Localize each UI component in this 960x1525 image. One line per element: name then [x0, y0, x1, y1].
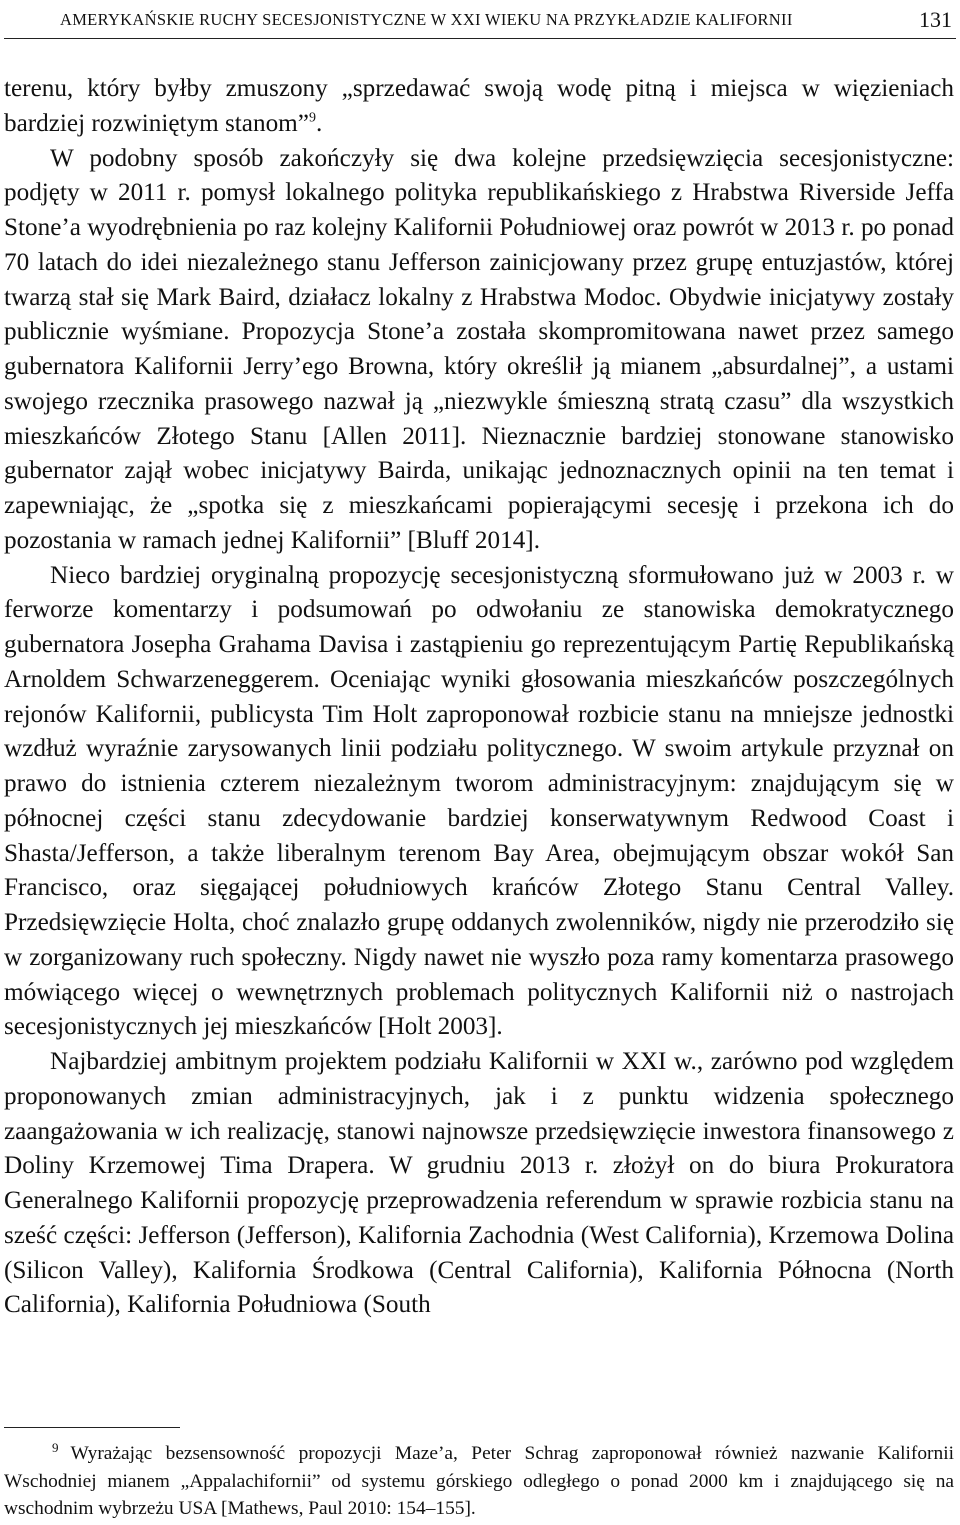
paragraph-3: Nieco bardziej oryginalną propozycję secesjonistyczną sformułowano już w 2003 r. w ferworze komentarzy i podsumowań po odwołaniu ze stanowiska demokratycznego gubernatora Josepha Grahama Davisa i zastąpieniu go reprezentującym Partię Republikańską Arnoldem Schwarzeneggerem. Oceniając wyniki głosowania mieszkańców poszczególnych rejonów Kalifornii, publicysta Tim Holt zaproponował rozbicie stanu na mniejsze jednostki wzdłuż wyraźnie zarysowanych linii podziału politycznego. W swoim artykule przyznał on prawo do istnienia czterem niezależnym tworom administracyjnym: znajdującym się w północnej części stanu zdecydowanie bardziej konserwatywnym Redwood Coast i Shasta/Jefferson, a także liberalnym terenom Bay Area, obejmującym obszar wokół San Francisco, oraz sięgającej południowych krańców Złotego Stanu Central Valley. Przedsięwzięcie Holta, choć znalazło grupę oddanych zwolenników, nigdy nie przerodziło się w zorganizowany ruch społeczny. Nigdy nawet nie wyszło poza ramy komentarza prasowego mówiącego więcej o wewnętrznych problemach politycznych Kalifornii niż o nastrojach secesjonistycznych jej mieszkańców [Holt 2003].	[4, 561, 954, 1041]
footnote-text: Wyrażając bezsensowność propozycji Maze’a, Peter Schrag zaproponował również nazwanie Kalifornii Wschodniej mianem „Appalachifornii” od systemu górskiego odległego o ponad 2000 km i znajdującego się na wschodnim wybrzeżu USA [Mathews, Paul 2010: 154–155].	[4, 1443, 954, 1519]
running-title: AMERYKAŃSKIE RUCHY SECESJONISTYCZNE W XXI WIEKU NA PRZYKŁADZIE KALIFORNII	[60, 10, 793, 29]
paragraph-1-tail: .	[315, 109, 323, 137]
footnote-number: 9	[52, 1439, 59, 1455]
footnote-reference[interactable]: 9	[308, 110, 316, 126]
footnote	[4, 1440, 954, 1523]
body-text	[4, 72, 954, 1323]
footnote-divider	[4, 1427, 180, 1428]
paragraph-2: W podobny sposób zakończyły się dwa kolejne przedsięwzięcia secesjonistyczne: podjęty w 2011 r. pomysł lokalnego polityka republikańskiego z Hrabstwa Riverside Jeffa Stone’a wyodrębnienia po raz kolejny Kalifornii Południowej oraz powrót w 2013 r. po ponad 70 latach do idei niezależnego stanu Jefferson zainicjowany przez grupę entuzjastów, której twarzą stał się Mark Baird, działacz lokalny z Hrabstwa Modoc. Obydwie inicjatywy zostały publicznie wyśmiane. Propozycja Stone’a została skompromitowana nawet przez samego gubernatora Kalifornii Jerry’ego Browna, który określił ją mianem „absurdalnej”, a ustami swojego rzecznika prasowego nazwał ją „niezwykle śmieszną stratą czasu” dla wszystkich mieszkańców Złotego Stanu [Allen 2011]. Nieznacznie bardziej stonowane stanowisko gubernator zajął wobec inicjatywy Bairda, unikając jednoznacznych opinii na ten temat i zapewniając, że „spotka się z mieszkańcami popierającymi secesję i przekona ich do pozostania w ramach jednej Kalifornii” [Bluff 2014].	[4, 144, 954, 554]
paragraph-4: Najbardziej ambitnym projektem podziału Kalifornii w XXI w., zarówno pod względem proponowanych zmian administracyjnych, jak i z punktu widzenia społecznego zaangażowania w ich realizację, stanowi najnowsze przedsięwzięcie inwestora finansowego z Doliny Krzemowej Tima Drapera. W grudniu 2013 r. złożył on do biura Prokuratora Generalnego Kalifornii propozycję przeprowadzenia referendum w sprawie rozbicia stanu na sześć części: Jefferson (Jefferson), Kalifornia Zachodnia (West California), Krzemowa Dolina (Silicon Valley), Kalifornia Środkowa (Central California), Kalifornia Północna (North California), Kalifornia Południowa (South	[4, 1048, 954, 1319]
paragraph-1-text: terenu, który byłby zmuszony „sprzedawać swoją wodę pitną i miejsca w więzieniach bardziej rozwiniętym stanom”	[4, 75, 954, 137]
paragraph-continuation	[4, 72, 954, 142]
page-number: 131	[919, 7, 952, 32]
running-header	[4, 6, 956, 39]
